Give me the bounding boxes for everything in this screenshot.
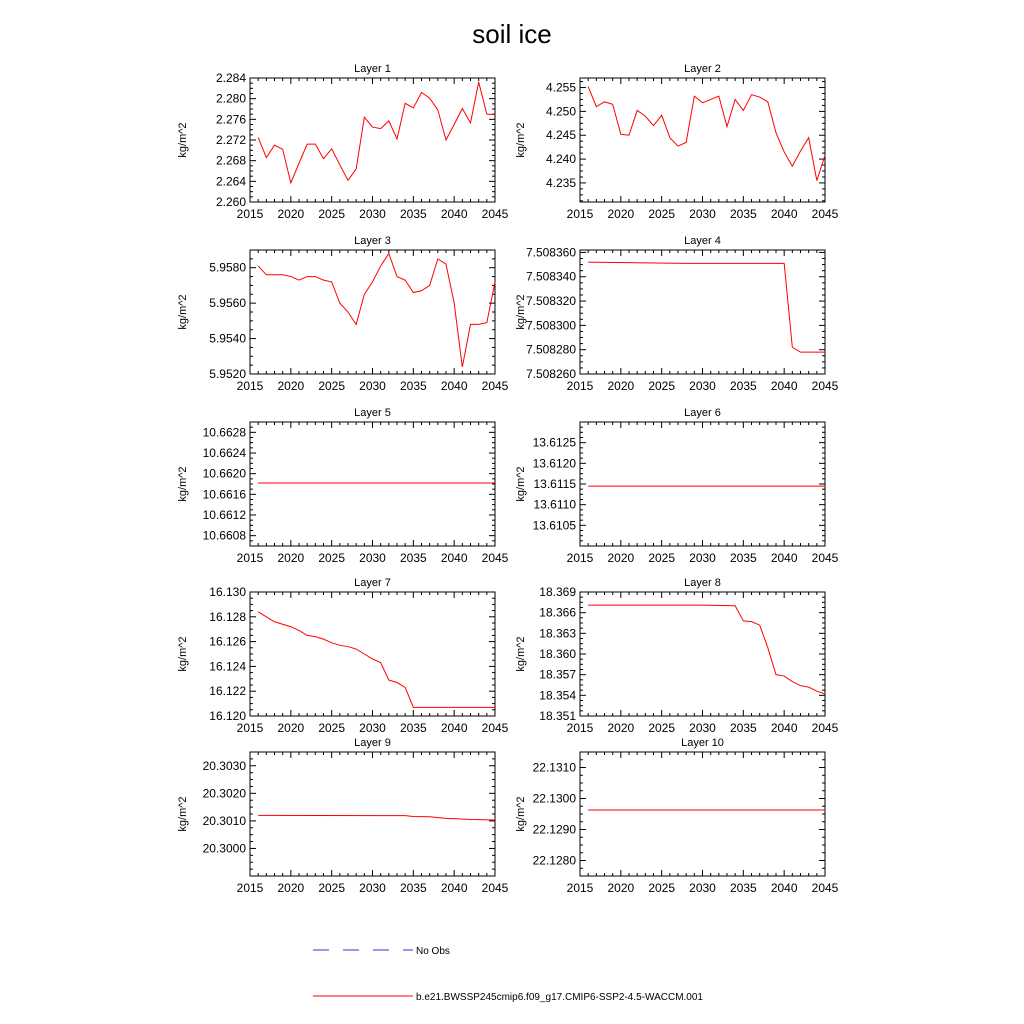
panel-layer-6 (515, 407, 839, 565)
plot-frame (580, 422, 825, 546)
x-tick-label: 2030 (359, 207, 386, 221)
y-axis-label: kg/m^2 (515, 796, 527, 832)
x-tick-label: 2040 (770, 881, 798, 895)
x-tick-label: 2035 (729, 721, 757, 735)
x-tick-label: 2040 (440, 379, 468, 393)
y-axis-label: kg/m^2 (515, 466, 527, 502)
x-tick-label: 2020 (607, 379, 635, 393)
x-tick-label: 2015 (566, 379, 594, 393)
y-tick-label: 18.354 (539, 688, 576, 703)
panel-layer-9 (177, 737, 509, 895)
panel-layer-7 (177, 577, 509, 735)
y-tick-label: 13.6115 (533, 477, 576, 491)
x-tick-label: 2025 (648, 721, 676, 735)
x-tick-label: 2035 (729, 551, 757, 565)
x-tick-label: 2030 (689, 551, 716, 565)
y-tick-label: 18.357 (539, 667, 576, 682)
x-tick-label: 2045 (811, 721, 839, 735)
plot-frame (250, 752, 495, 876)
x-tick-label: 2020 (607, 721, 635, 735)
x-tick-label: 2025 (648, 207, 676, 221)
series-line (588, 87, 825, 181)
x-tick-label: 2040 (440, 881, 468, 895)
panel-title: Layer 10 (681, 737, 724, 749)
y-tick-label: 2.268 (215, 153, 246, 168)
x-tick-label: 2015 (236, 551, 264, 565)
x-tick-label: 2015 (566, 551, 594, 565)
x-tick-label: 2015 (236, 207, 264, 221)
y-tick-label: 13.6110 (533, 497, 576, 512)
x-tick-label: 2035 (399, 881, 427, 895)
x-tick-label: 2040 (440, 207, 468, 221)
legend-label-model: b.e21.BWSSP245cmip6.f09_g17.CMIP6-SSP2-4.5-WACCM.001 (416, 992, 703, 1003)
y-tick-label: 16.124 (209, 659, 246, 674)
x-tick-label: 2030 (359, 721, 386, 735)
y-tick-label: 22.1290 (532, 822, 576, 837)
x-tick-label: 2020 (607, 881, 635, 895)
plot-frame (250, 250, 495, 374)
x-tick-label: 2040 (770, 379, 798, 393)
x-tick-label: 2035 (399, 721, 427, 735)
y-tick-label: 2.260 (215, 195, 246, 209)
x-tick-label: 2045 (811, 881, 839, 895)
plot-frame (580, 250, 825, 374)
x-tick-label: 2045 (481, 721, 509, 735)
x-tick-label: 2020 (277, 881, 305, 895)
y-tick-label: 5.9540 (209, 331, 246, 346)
panel-title: Layer 3 (354, 235, 391, 247)
x-tick-label: 2035 (399, 551, 427, 565)
series-line (258, 82, 495, 183)
x-tick-label: 2025 (318, 379, 346, 393)
x-tick-label: 2045 (481, 881, 509, 895)
plot-frame (250, 592, 495, 716)
series-line (588, 262, 825, 352)
x-tick-label: 2020 (607, 207, 635, 221)
y-tick-label: 18.360 (539, 647, 576, 661)
x-tick-label: 2025 (318, 551, 346, 565)
x-tick-label: 2020 (277, 379, 305, 393)
x-tick-label: 2040 (770, 721, 798, 735)
y-axis-label: kg/m^2 (177, 796, 189, 832)
x-tick-label: 2030 (689, 881, 716, 895)
panel-layer-8 (515, 577, 839, 735)
y-axis-label: kg/m^2 (177, 294, 189, 330)
panel-layer-4 (515, 235, 839, 393)
y-tick-label: 22.1300 (532, 791, 576, 806)
series-line (258, 254, 495, 367)
panel-title: Layer 7 (354, 577, 391, 589)
y-tick-label: 20.3010 (202, 813, 246, 828)
panel-title: Layer 6 (684, 407, 721, 419)
x-tick-label: 2020 (607, 551, 635, 565)
panels (177, 63, 839, 895)
x-tick-label: 2020 (277, 207, 305, 221)
x-tick-label: 2025 (318, 207, 346, 221)
x-tick-label: 2030 (689, 379, 716, 393)
x-tick-label: 2035 (729, 881, 757, 895)
x-tick-label: 2025 (648, 379, 676, 393)
x-tick-label: 2045 (481, 207, 509, 221)
y-tick-label: 2.276 (215, 112, 246, 127)
x-tick-label: 2035 (399, 207, 427, 221)
x-tick-label: 2015 (566, 881, 594, 895)
x-tick-label: 2035 (399, 379, 427, 393)
x-tick-label: 2015 (566, 207, 594, 221)
y-tick-label: 2.264 (215, 174, 246, 189)
panel-title: Layer 5 (354, 407, 391, 419)
y-tick-label: 10.6616 (202, 487, 246, 502)
x-tick-label: 2045 (481, 379, 509, 393)
x-tick-label: 2045 (811, 207, 839, 221)
x-tick-label: 2045 (811, 551, 839, 565)
panel-title: Layer 9 (354, 737, 391, 749)
x-tick-label: 2040 (440, 721, 468, 735)
y-tick-label: 18.363 (539, 626, 576, 641)
y-axis-label: kg/m^2 (177, 466, 189, 502)
series-line (258, 612, 495, 707)
y-tick-label: 2.272 (215, 133, 246, 147)
y-tick-label: 5.9580 (209, 260, 246, 275)
panel-title: Layer 8 (684, 577, 721, 589)
y-tick-label: 7.508320 (525, 294, 576, 309)
x-tick-label: 2025 (318, 881, 346, 895)
x-tick-label: 2030 (689, 721, 716, 735)
y-tick-label: 10.6624 (202, 446, 246, 460)
y-axis-label: kg/m^2 (515, 294, 527, 330)
y-axis-label: kg/m^2 (515, 122, 527, 158)
panel-layer-1 (177, 63, 509, 221)
panel-layer-10 (515, 737, 839, 895)
x-tick-label: 2040 (770, 207, 798, 221)
series-line (258, 815, 495, 820)
x-tick-label: 2030 (689, 207, 716, 221)
x-tick-label: 2030 (359, 551, 386, 565)
x-tick-label: 2045 (481, 551, 509, 565)
y-tick-label: 13.6105 (532, 518, 576, 533)
x-tick-label: 2040 (440, 551, 468, 565)
y-tick-label: 16.126 (209, 634, 246, 649)
x-tick-label: 2025 (648, 551, 676, 565)
series-line (588, 605, 825, 694)
y-tick-label: 7.508280 (525, 342, 576, 357)
legend (313, 946, 703, 1003)
y-tick-label: 16.128 (209, 609, 246, 624)
x-tick-label: 2030 (359, 379, 386, 393)
plot-frame (580, 752, 825, 876)
plot-frame (580, 78, 825, 202)
x-tick-label: 2030 (359, 881, 386, 895)
x-tick-label: 2015 (566, 721, 594, 735)
y-tick-label: 7.508360 (525, 245, 576, 260)
y-tick-label: 20.3000 (202, 841, 246, 856)
panel-title: Layer 4 (684, 235, 721, 247)
y-tick-label: 5.9560 (209, 296, 246, 311)
y-tick-label: 4.245 (545, 128, 576, 143)
plot-frame (250, 422, 495, 546)
legend-label-no-obs: No Obs (416, 946, 450, 957)
x-tick-label: 2020 (277, 551, 305, 565)
y-tick-label: 16.130 (209, 585, 246, 599)
y-tick-label: 18.366 (539, 605, 576, 620)
x-tick-label: 2045 (811, 379, 839, 393)
y-tick-label: 10.6612 (202, 508, 246, 522)
x-tick-label: 2020 (277, 721, 305, 735)
x-tick-label: 2035 (729, 379, 757, 393)
y-tick-label: 20.3020 (202, 786, 246, 801)
y-tick-label: 7.508260 (525, 367, 576, 381)
y-tick-label: 13.6125 (532, 435, 576, 450)
y-tick-label: 16.120 (209, 709, 246, 723)
y-tick-label: 18.351 (539, 709, 576, 723)
y-axis-label: kg/m^2 (177, 636, 189, 672)
panel-layer-5 (177, 407, 509, 565)
y-tick-label: 22.1310 (532, 760, 576, 775)
x-tick-label: 2035 (729, 207, 757, 221)
figure-title: soil ice (472, 19, 552, 49)
y-tick-label: 7.508340 (525, 269, 576, 284)
y-tick-label: 7.508300 (525, 318, 576, 333)
x-tick-label: 2025 (648, 881, 676, 895)
y-tick-label: 18.369 (539, 585, 576, 599)
x-tick-label: 2015 (236, 721, 264, 735)
x-tick-label: 2040 (770, 551, 798, 565)
y-tick-label: 13.6120 (532, 456, 576, 471)
panel-layer-3 (177, 235, 509, 393)
x-tick-label: 2025 (318, 721, 346, 735)
x-tick-label: 2015 (236, 881, 264, 895)
y-tick-label: 2.280 (215, 91, 246, 106)
y-tick-label: 4.250 (545, 104, 576, 119)
y-tick-label: 20.3030 (202, 758, 246, 773)
panel-title: Layer 2 (684, 63, 721, 75)
y-tick-label: 4.235 (545, 175, 576, 190)
y-axis-label: kg/m^2 (515, 636, 527, 672)
x-tick-label: 2015 (236, 379, 264, 393)
y-tick-label: 22.1280 (532, 853, 576, 868)
y-tick-label: 4.240 (545, 152, 576, 167)
y-tick-label: 10.6628 (202, 425, 246, 440)
y-tick-label: 10.6608 (202, 528, 246, 543)
panel-title: Layer 1 (354, 63, 391, 75)
plot-frame (250, 78, 495, 202)
panel-layer-2 (515, 63, 839, 221)
y-tick-label: 16.122 (209, 684, 246, 699)
y-axis-label: kg/m^2 (177, 122, 189, 158)
y-tick-label: 2.284 (215, 71, 246, 85)
y-tick-label: 5.9520 (209, 367, 246, 381)
plot-frame (580, 592, 825, 716)
y-tick-label: 4.255 (545, 80, 576, 95)
y-tick-label: 10.6620 (202, 466, 246, 481)
